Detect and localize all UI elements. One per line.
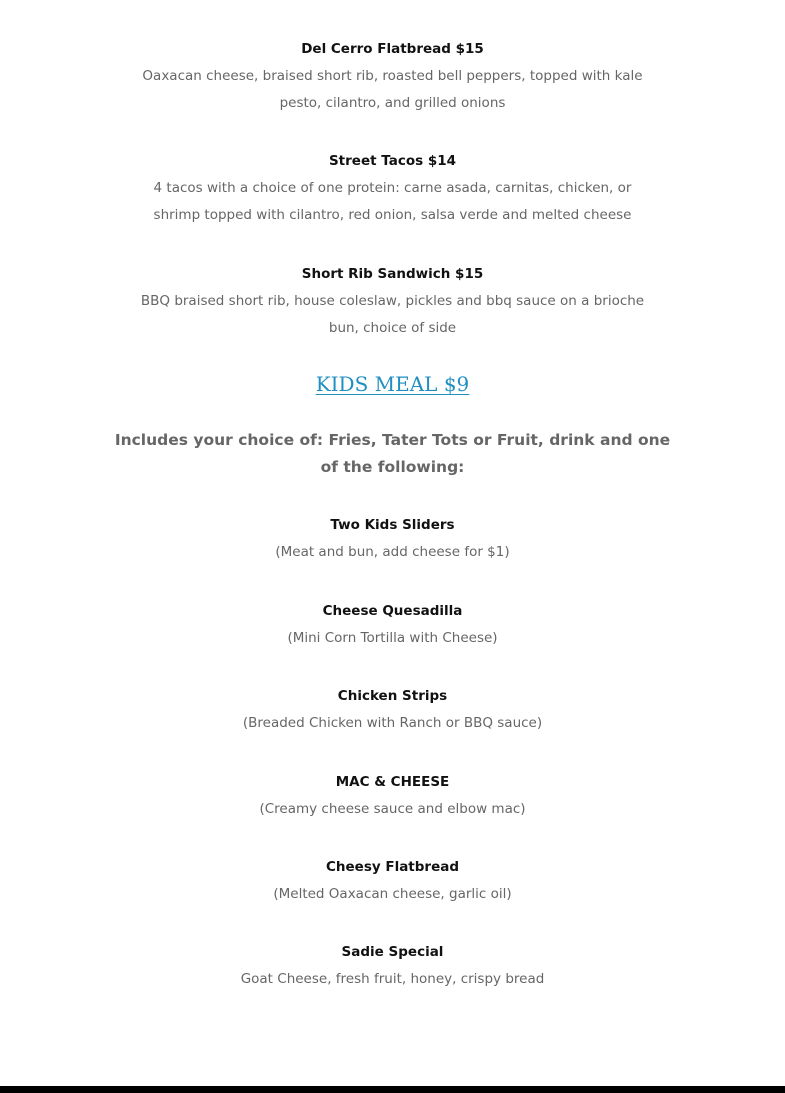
menu-item-del-cerro-flatbread	[0, 36, 785, 117]
menu-item-name: Street Tacos $14	[328, 153, 457, 169]
kids-item-two-kids-sliders	[0, 512, 785, 566]
kids-item-description: (Meat and bun, add cheese for $1)	[275, 544, 510, 560]
kids-item-description: Goat Cheese, fresh fruit, honey, crispy bread	[240, 971, 545, 987]
footer-bar	[0, 1086, 785, 1093]
kids-item-name: Cheese Quesadilla	[322, 603, 463, 619]
kids-item-sadie-special	[0, 939, 785, 993]
menu-item-description: BBQ braised short rib, house coleslaw, pickles and bbq sauce on a brioche bun, choice of side	[140, 293, 645, 336]
kids-item-mac-and-cheese	[0, 769, 785, 823]
kids-item-name: Two Kids Sliders	[330, 517, 455, 533]
kids-item-cheesy-flatbread	[0, 854, 785, 908]
kids-item-name: Chicken Strips	[337, 688, 448, 704]
menu-item-short-rib-sandwich	[0, 261, 785, 342]
menu-item-street-tacos	[0, 148, 785, 229]
kids-item-name: MAC & CHEESE	[335, 774, 450, 790]
kids-meal-includes-text: Includes your choice of: Fries, Tater Tots or Fruit, drink and one of the following:	[114, 431, 671, 476]
menu-item-description: 4 tacos with a choice of one protein: carne asada, carnitas, chicken, or shrimp topped with cilantro, red onion, salsa verde and melted cheese	[153, 180, 632, 223]
menu-item-name: Del Cerro Flatbread $15	[301, 41, 484, 57]
kids-item-description: (Breaded Chicken with Ranch or BBQ sauce)	[242, 715, 543, 731]
kids-item-name: Sadie Special	[341, 944, 444, 960]
kids-meal-heading	[0, 367, 785, 401]
menu-item-description: Oaxacan cheese, braised short rib, roasted bell peppers, topped with kale pesto, cilantro, and grilled onions	[142, 68, 643, 111]
kids-item-name: Cheesy Flatbread	[325, 859, 460, 875]
menu-item-name: Short Rib Sandwich $15	[301, 266, 484, 282]
kids-meal-heading-link[interactable]: KIDS MEAL $9	[315, 372, 470, 396]
kids-item-chicken-strips	[0, 683, 785, 737]
kids-item-description: (Melted Oaxacan cheese, garlic oil)	[273, 886, 512, 902]
kids-item-description: (Mini Corn Tortilla with Cheese)	[287, 630, 498, 646]
kids-item-cheese-quesadilla	[0, 598, 785, 652]
kids-meal-includes	[0, 427, 785, 481]
kids-item-description: (Creamy cheese sauce and elbow mac)	[259, 801, 526, 817]
